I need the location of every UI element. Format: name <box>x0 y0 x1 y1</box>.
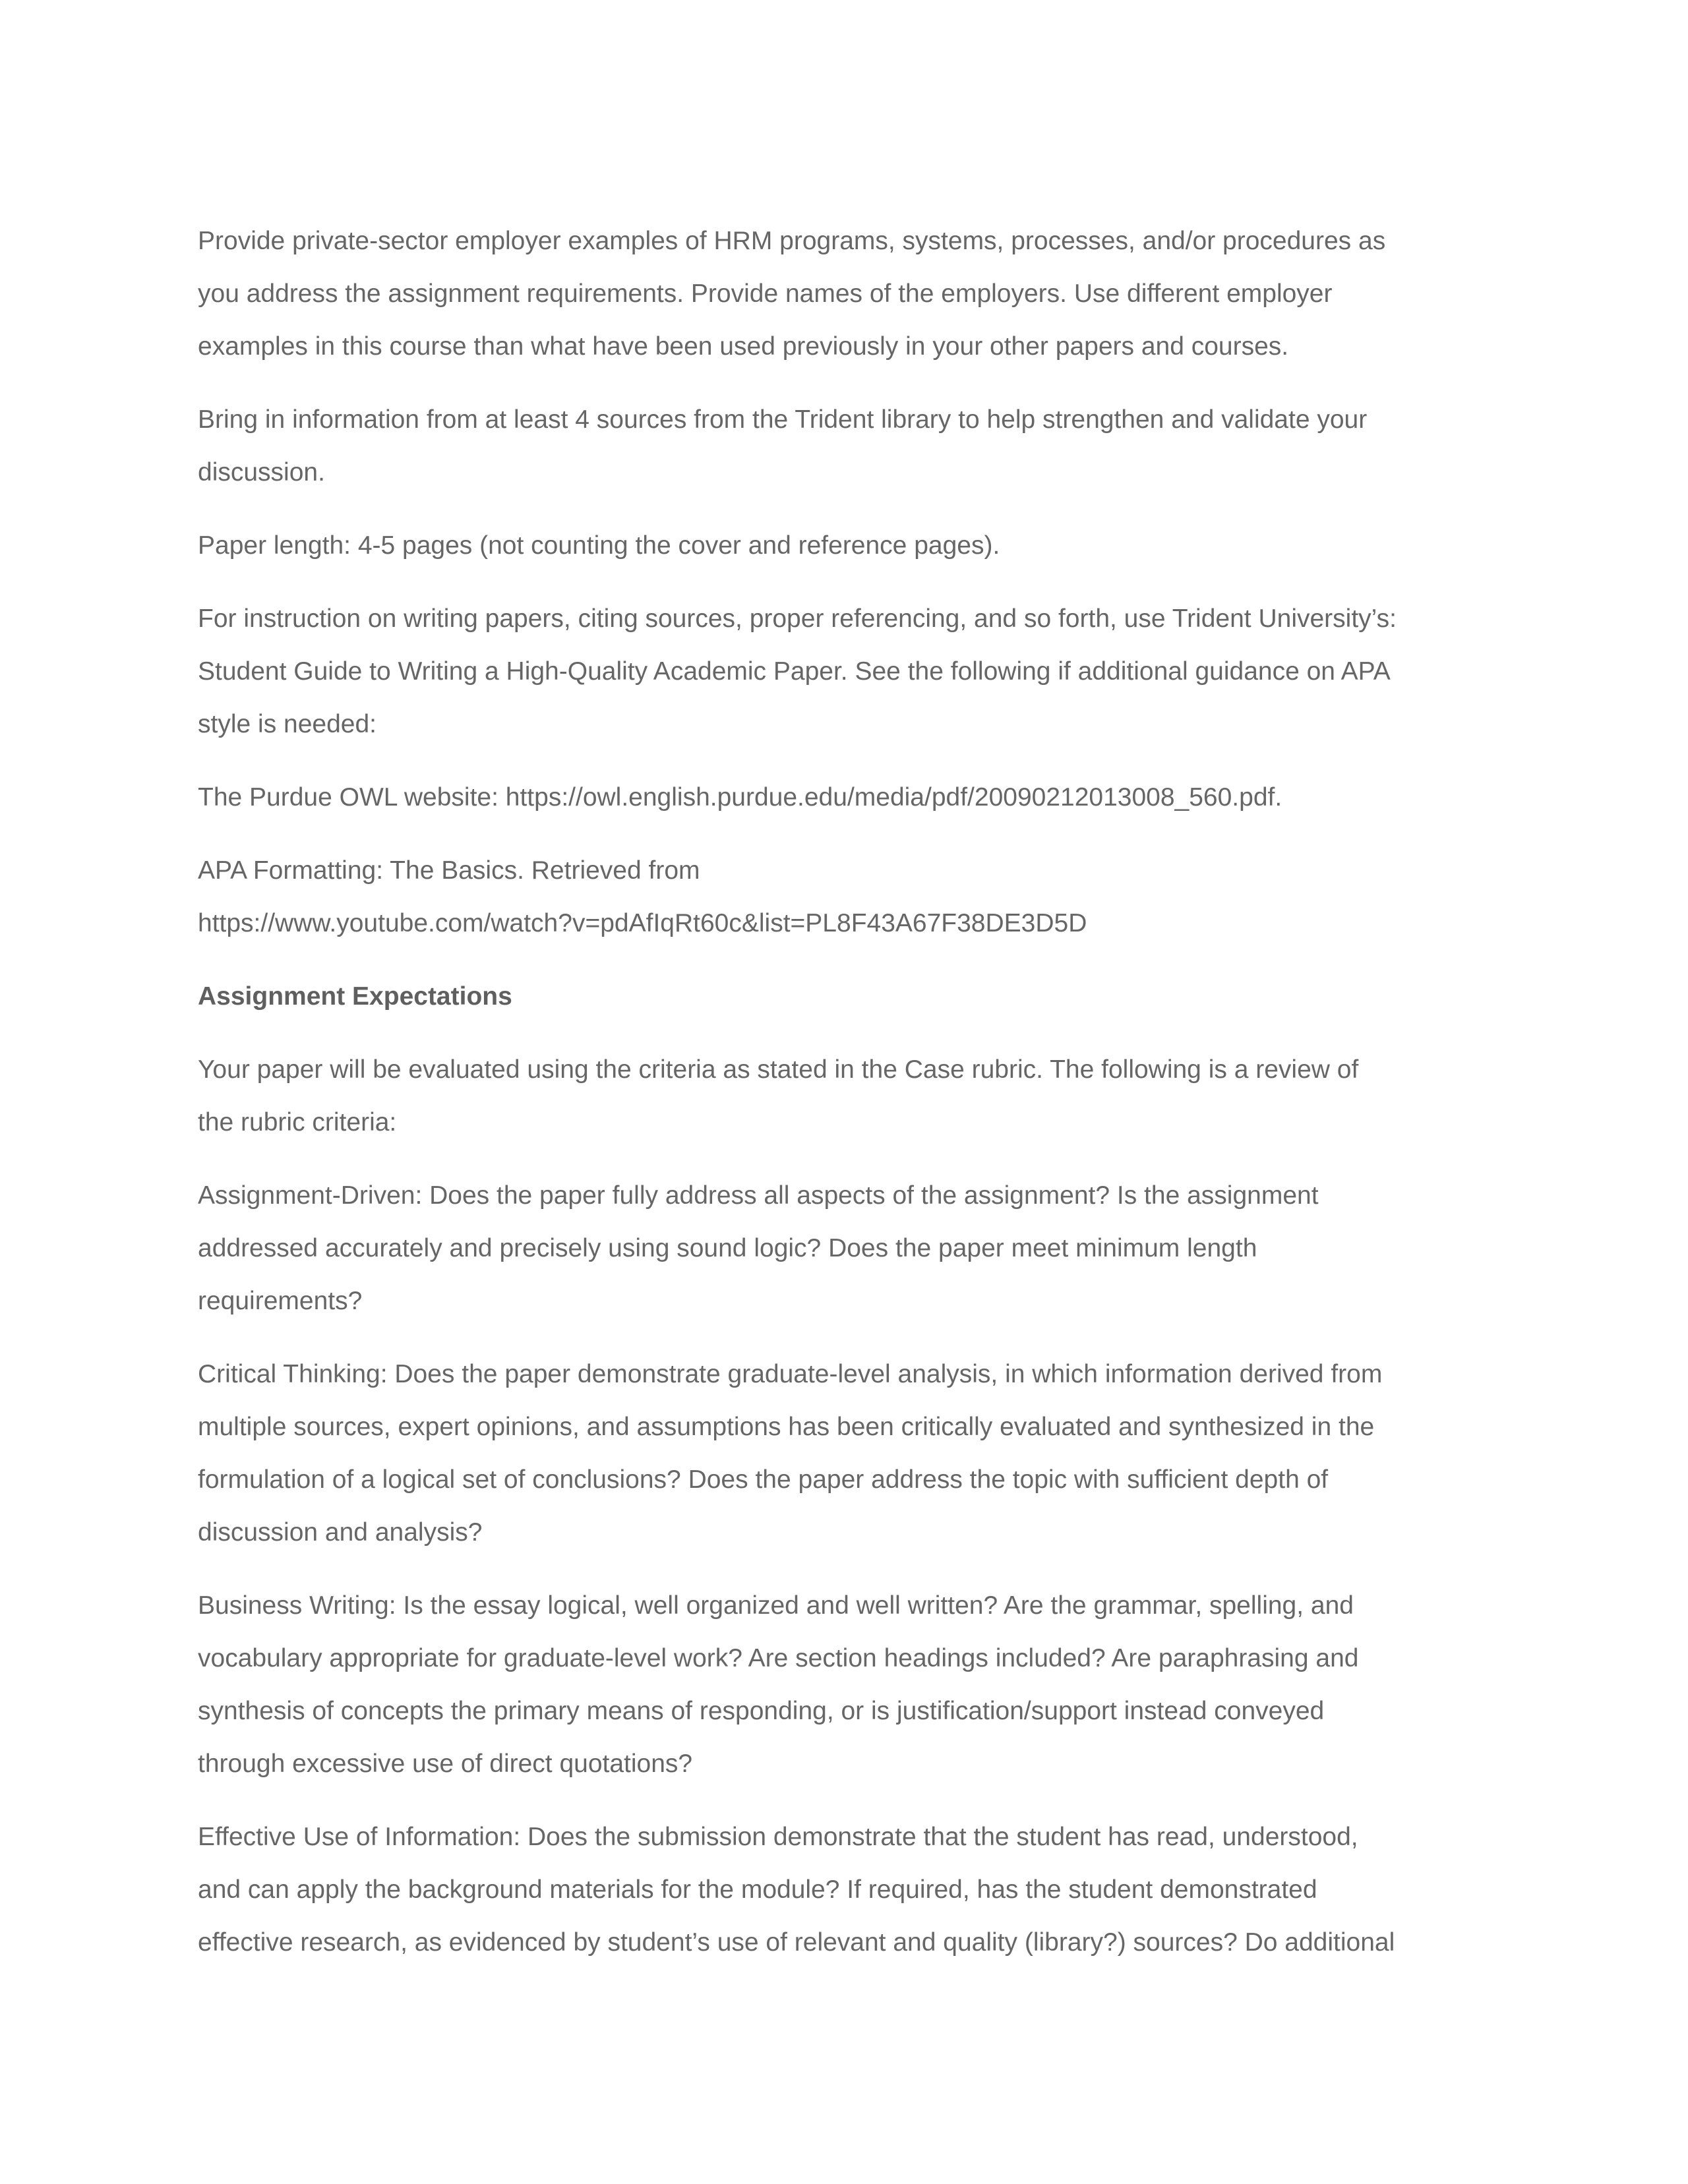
text-line: Effective Use of Information: Does the submission demonstrate that the student has read, understood, <box>198 1823 1358 1851</box>
text-line: Student Guide to Writing a High-Quality Academic Paper. See the following if additional guidance on APA <box>198 657 1391 686</box>
text-line: Assignment-Driven: Does the paper fully address all aspects of the assignment? Is the assignment <box>198 1181 1319 1210</box>
text-line: https://www.youtube.com/watch?v=pdAfIqRt60c&list=PL8F43A67F38DE3D5D <box>198 909 1087 937</box>
text-line: synthesis of concepts the primary means of responding, or is justification/support instead conveyed <box>198 1697 1325 1725</box>
text-line: Your paper will be evaluated using the criteria as stated in the Case rubric. The following is a review of <box>198 1055 1359 1084</box>
text-line: discussion. <box>198 458 325 487</box>
paragraph-critical-thinking <box>198 1348 1490 1559</box>
paragraph-purdue-owl <box>198 771 1490 824</box>
paragraph-writing-instruction <box>198 593 1490 751</box>
text-line: requirements? <box>198 1287 363 1315</box>
paragraph-effective-use-of-information <box>198 1811 1490 1969</box>
text-line: vocabulary appropriate for graduate-level work? Are section headings included? Are paraphrasing and <box>198 1644 1359 1672</box>
text-line: Critical Thinking: Does the paper demonstrate graduate-level analysis, in which information derived from <box>198 1360 1383 1388</box>
paragraph-rubric-intro <box>198 1044 1490 1149</box>
text-line: Business Writing: Is the essay logical, well organized and well written? Are the grammar, spelling, and <box>198 1591 1354 1620</box>
text-line: effective research, as evidenced by student’s use of relevant and quality (library?) sources? Do additional <box>198 1928 1395 1957</box>
text-line: examples in this course than what have been used previously in your other papers and courses. <box>198 332 1289 361</box>
heading-assignment-expectations: Assignment Expectations <box>198 982 512 1011</box>
text-line: multiple sources, expert opinions, and assumptions has been critically evaluated and synthesized in the <box>198 1413 1375 1441</box>
text-line: Paper length: 4-5 pages (not counting the cover and reference pages). <box>198 531 1000 560</box>
text-line: discussion and analysis? <box>198 1518 483 1547</box>
paragraph-employer-examples <box>198 215 1490 373</box>
text-line: the rubric criteria: <box>198 1108 397 1136</box>
text-line: Provide private-sector employer examples of HRM programs, systems, processes, and/or procedures as <box>198 227 1386 255</box>
text-line: and can apply the background materials for the module? If required, has the student demonstrated <box>198 1875 1317 1904</box>
text-line: APA Formatting: The Basics. Retrieved from <box>198 856 700 885</box>
text-line: addressed accurately and precisely using sound logic? Does the paper meet minimum length <box>198 1234 1257 1262</box>
paragraph-paper-length <box>198 519 1490 572</box>
text-line: The Purdue OWL website: https://owl.english.purdue.edu/media/pdf/20090212013008_560.pdf. <box>198 783 1282 812</box>
document-body <box>198 215 1490 1990</box>
text-line: For instruction on writing papers, citing sources, proper referencing, and so forth, use Trident University’s: <box>198 605 1397 633</box>
text-line: through excessive use of direct quotations? <box>198 1750 693 1778</box>
paragraph-business-writing <box>198 1579 1490 1790</box>
text-line: you address the assignment requirements. Provide names of the employers. Use different employer <box>198 280 1333 308</box>
text-line: Bring in information from at least 4 sources from the Trident library to help strengthen and validate your <box>198 405 1368 434</box>
paragraph-sources <box>198 394 1490 499</box>
paragraph-apa-formatting <box>198 844 1490 950</box>
paragraph-assignment-driven <box>198 1169 1490 1328</box>
text-line: formulation of a logical set of conclusions? Does the paper address the topic with sufficient depth of <box>198 1465 1329 1494</box>
text-line: style is needed: <box>198 710 377 738</box>
